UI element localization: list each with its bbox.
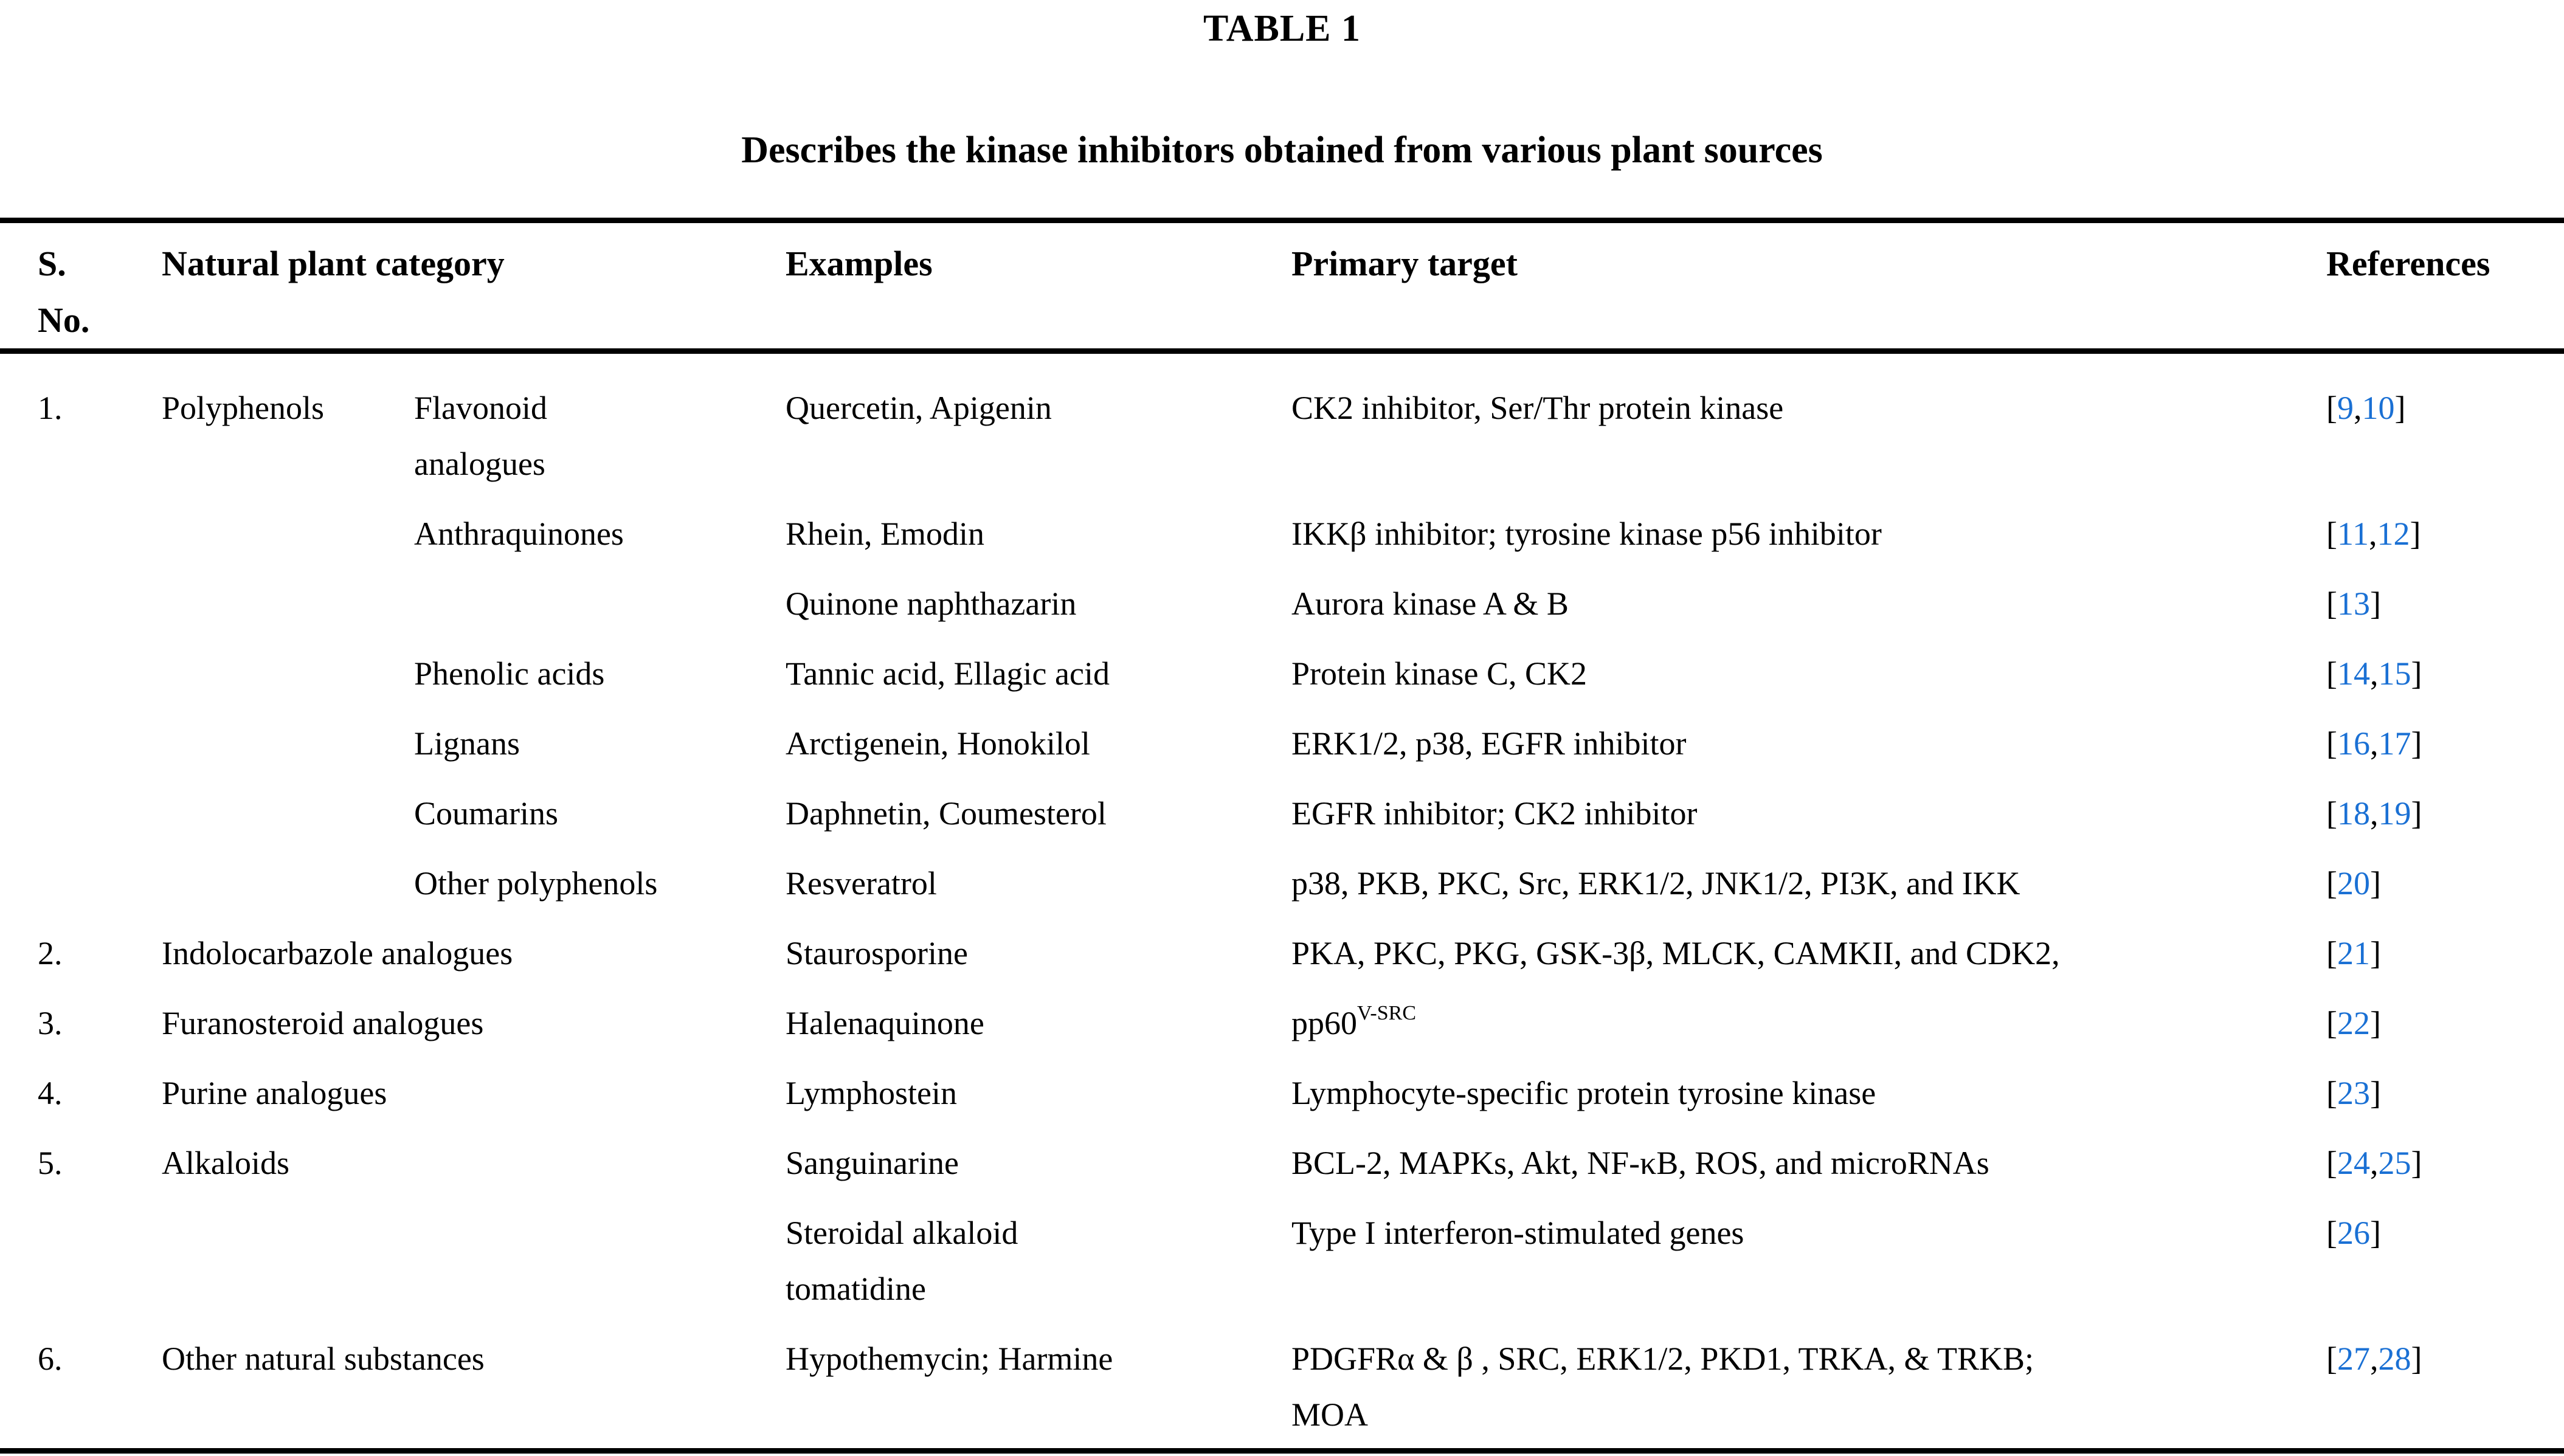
reference-bracket: ] (2410, 516, 2421, 552)
references-cell (2326, 646, 2564, 702)
subcategory-line: Flavonoid (414, 390, 548, 426)
references-cell (2326, 1065, 2564, 1121)
primary-target-cell (1291, 1331, 2326, 1443)
reference-link[interactable]: 13 (2337, 585, 2370, 622)
references-cell (2326, 1135, 2564, 1191)
reference-bracket: [ (2326, 1340, 2337, 1377)
table-body (38, 354, 2564, 1443)
table-title: TABLE 1 (1203, 8, 1361, 49)
reference-separator: , (2369, 655, 2379, 692)
primary-target-cell: Lymphocyte-specific protein tyrosine kinase (1291, 1075, 1876, 1111)
reference-link[interactable]: 16 (2337, 725, 2370, 762)
reference-link[interactable]: 17 (2378, 725, 2411, 762)
reference-bracket: [ (2326, 1075, 2337, 1111)
reference-link[interactable]: 15 (2378, 655, 2411, 692)
examples-cell: Daphnetin, Coumesterol (786, 795, 1107, 832)
primary-target-cell: Type I interferon-stimulated genes (1291, 1215, 1744, 1251)
header-serial-line2: No. (38, 300, 90, 340)
serial-number: 3. (38, 1005, 63, 1041)
reference-bracket: [ (2326, 655, 2337, 692)
reference-link[interactable]: 14 (2337, 655, 2370, 692)
category-cell: Indolocarbazole analogues (162, 935, 513, 971)
reference-link[interactable]: 20 (2337, 865, 2370, 902)
examples-cell: Staurosporine (786, 935, 968, 971)
primary-target-cell: ERK1/2, p38, EGFR inhibitor (1291, 725, 1687, 762)
reference-separator: , (2368, 516, 2377, 552)
primary-target-cell: IKKβ inhibitor; tyrosine kinase p56 inhibitor (1291, 516, 1882, 552)
reference-link[interactable]: 12 (2377, 516, 2410, 552)
serial-number: 6. (38, 1340, 63, 1377)
examples-cell: Quercetin, Apigenin (786, 390, 1052, 426)
references-cell (2326, 785, 2564, 841)
reference-bracket: [ (2326, 725, 2337, 762)
examples-cell (786, 1205, 1291, 1317)
table-header-row (38, 223, 2564, 348)
reference-separator: , (2369, 1340, 2379, 1377)
primary-target-cell (1291, 995, 2326, 1051)
reference-link[interactable]: 22 (2337, 1005, 2370, 1041)
reference-separator: , (2369, 725, 2379, 762)
reference-bracket: ] (2369, 865, 2381, 902)
category-cell: Other natural substances (162, 1340, 485, 1377)
header-category: Natural plant category (162, 244, 505, 283)
examples-cell: Quinone naphthazarin (786, 585, 1077, 622)
references-cell (2326, 1331, 2564, 1387)
category-cell: Purine analogues (162, 1075, 387, 1111)
header-serial-number (38, 235, 162, 348)
reference-bracket: [ (2326, 865, 2337, 902)
target-superscript: V-SRC (1357, 1002, 1417, 1024)
reference-link[interactable]: 9 (2337, 390, 2354, 426)
table-caption: Describes the kinase inhibitors obtained from various plant sources (741, 129, 1823, 171)
reference-bracket: [ (2326, 585, 2337, 622)
header-references: References (2326, 244, 2490, 283)
examples-cell: Resveratrol (786, 865, 937, 902)
reference-separator: , (2369, 795, 2379, 832)
reference-bracket: ] (2369, 585, 2381, 622)
subcategory-cell: Phenolic acids (414, 655, 605, 692)
category-cell: Polyphenols (162, 390, 325, 426)
reference-bracket: [ (2326, 935, 2337, 971)
reference-separator: , (2369, 1145, 2379, 1181)
examples-cell: Sanguinarine (786, 1145, 959, 1181)
target-line: PDGFRα & β , SRC, ERK1/2, PKD1, TRKA, & TRKB; (1291, 1340, 2034, 1377)
subcategory-cell: Coumarins (414, 795, 558, 832)
examples-cell: Lymphostein (786, 1075, 957, 1111)
reference-separator: , (2353, 390, 2362, 426)
reference-bracket: [ (2326, 1005, 2337, 1041)
examples-cell: Halenaquinone (786, 1005, 984, 1041)
subcategory-cell: Anthraquinones (414, 516, 624, 552)
reference-link[interactable]: 26 (2337, 1215, 2370, 1251)
subcategory-cell: Lignans (414, 725, 520, 762)
category-cell: Alkaloids (162, 1145, 289, 1181)
reference-bracket: ] (2369, 1005, 2381, 1041)
reference-link[interactable]: 24 (2337, 1145, 2370, 1181)
reference-bracket: [ (2326, 1215, 2337, 1251)
reference-bracket: ] (2411, 1145, 2422, 1181)
primary-target-cell: Protein kinase C, CK2 (1291, 655, 1587, 692)
references-cell (2326, 1205, 2564, 1261)
serial-number: 2. (38, 935, 63, 971)
subcategory-cell (414, 380, 786, 492)
reference-bracket: ] (2411, 795, 2422, 832)
reference-bracket: [ (2326, 390, 2337, 426)
primary-target-cell: PKA, PKC, PKG, GSK-3β, MLCK, CAMKII, and CDK2, (1291, 935, 2060, 971)
primary-target-cell: Aurora kinase A & B (1291, 585, 1569, 622)
reference-link[interactable]: 21 (2337, 935, 2370, 971)
references-cell (2326, 995, 2564, 1051)
references-cell (2326, 716, 2564, 771)
references-cell (2326, 925, 2564, 981)
reference-bracket: ] (2411, 1340, 2422, 1377)
table-bottom-rule (0, 1448, 2564, 1454)
primary-target-cell: p38, PKB, PKC, Src, ERK1/2, JNK1/2, PI3K, and IKK (1291, 865, 2020, 902)
references-cell (2326, 855, 2564, 911)
target-line: MOA (1291, 1396, 1369, 1433)
examples-cell: Hypothemycin; Harmine (786, 1340, 1113, 1377)
reference-bracket: ] (2411, 725, 2422, 762)
examples-cell: Rhein, Emodin (786, 516, 984, 552)
reference-link[interactable]: 23 (2337, 1075, 2370, 1111)
header-examples: Examples (786, 244, 933, 283)
primary-target-cell: BCL-2, MAPKs, Akt, NF-κB, ROS, and microRNAs (1291, 1145, 1989, 1181)
reference-link[interactable]: 10 (2362, 390, 2395, 426)
reference-bracket: ] (2369, 1075, 2381, 1111)
references-cell (2326, 576, 2564, 632)
table-header-rule (0, 348, 2564, 354)
header-serial-line1: S. (38, 244, 66, 283)
reference-bracket: [ (2326, 516, 2337, 552)
reference-bracket: [ (2326, 1145, 2337, 1181)
examples-cell: Tannic acid, Ellagic acid (786, 655, 1110, 692)
references-cell (2326, 380, 2564, 436)
category-cell: Furanosteroid analogues (162, 1005, 484, 1041)
references-cell (2326, 506, 2564, 562)
header-primary-target: Primary target (1291, 244, 1518, 283)
primary-target-cell: CK2 inhibitor, Ser/Thr protein kinase (1291, 390, 1784, 426)
serial-number: 1. (38, 390, 63, 426)
serial-number: 5. (38, 1145, 63, 1181)
examples-line: Steroidal alkaloid (786, 1215, 1018, 1251)
reference-bracket: [ (2326, 795, 2337, 832)
reference-bracket: ] (2394, 390, 2406, 426)
subcategory-line: analogues (414, 446, 545, 482)
reference-link[interactable]: 18 (2337, 795, 2370, 832)
reference-link[interactable]: 11 (2337, 516, 2369, 552)
reference-link[interactable]: 28 (2378, 1340, 2411, 1377)
examples-line: tomatidine (786, 1271, 926, 1307)
subcategory-cell: Other polyphenols (414, 865, 658, 902)
reference-bracket: ] (2369, 935, 2381, 971)
reference-bracket: ] (2369, 1215, 2381, 1251)
reference-link[interactable]: 25 (2378, 1145, 2411, 1181)
target-base: pp60 (1291, 1005, 1357, 1041)
serial-number: 4. (38, 1075, 63, 1111)
table-top-rule (0, 218, 2564, 223)
reference-link[interactable]: 19 (2378, 795, 2411, 832)
reference-bracket: ] (2411, 655, 2422, 692)
examples-cell: Arctigenein, Honokilol (786, 725, 1090, 762)
reference-link[interactable]: 27 (2337, 1340, 2370, 1377)
primary-target-cell: EGFR inhibitor; CK2 inhibitor (1291, 795, 1698, 832)
